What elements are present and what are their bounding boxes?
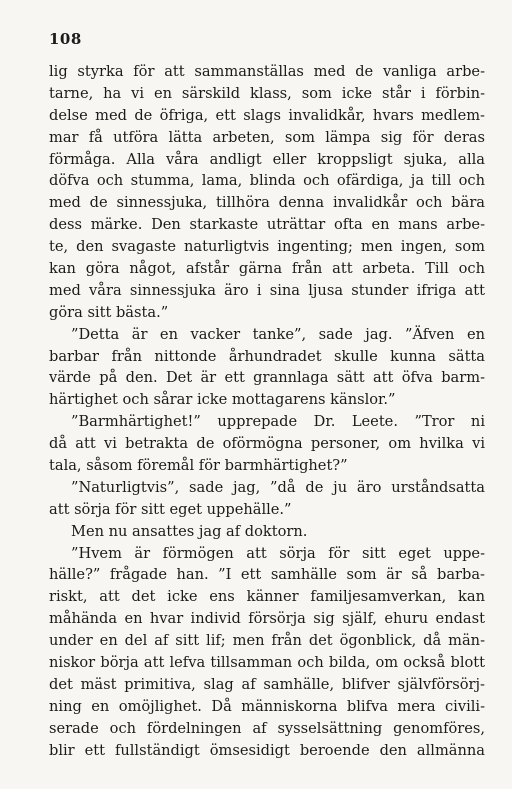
text-line: att sörja för sitt eget uppehälle.” [49, 500, 292, 518]
text-line: barbar från nittonde århundradet skulle kunna sätta [49, 347, 485, 365]
text-line: måhända en hvar individ försörja sig själf, ehuru endast [49, 610, 485, 628]
text-line: lig styrka för att sammanställas med de vanliga arbe- [49, 63, 485, 80]
text-line: niskor börja att lefva tillsamman och bilda, om också blott [49, 654, 485, 672]
text-line: med våra sinnessjuka äro i sina ljusa stunder ifriga att [49, 281, 485, 299]
text-line: det mäst primitiva, slag af samhälle, blifver självförsörj- [49, 675, 485, 693]
text-line: serade och fördelningen af sysselsättning genomföres, [49, 719, 485, 737]
text-line: tarne, ha vi en särskild klass, som icke står i förbin- [49, 84, 485, 102]
text-line: göra sitt bästa.” [49, 303, 169, 321]
text-line: då att vi betrakta de oförmögna personer, om hvilka vi [49, 435, 485, 453]
body-text [49, 61, 485, 762]
text-line: ”Hvem är förmögen att sörja för sitt eget uppe- [71, 544, 485, 562]
text-line: med de sinnessjuka, tillhöra denna invalidkår och bära [49, 194, 485, 212]
text-line: hälle?” frågade han. ”I ett samhälle som är så barba- [49, 566, 485, 584]
text-line: ”Detta är en vacker tanke”, sade jag. ”Äfven en [71, 325, 485, 343]
text-line: ”Barmhärtighet!” upprepade Dr. Leete. ”Tror ni [71, 413, 485, 431]
text-line: härtighet och sårar icke mottagarens känslor.” [49, 391, 396, 409]
text-line: dess märke. Den starkaste uträttar ofta en mans arbe- [49, 216, 485, 234]
text-line: mar få utföra lätta arbeten, som lämpa sig för deras [49, 128, 485, 146]
text-line: tala, såsom föremål för barmhärtighet?” [49, 457, 348, 475]
text-line: delse med de öfriga, ett slags invalidkår, hvars medlem- [49, 106, 485, 124]
text-line: blir ett fullständigt ömsesidigt beroende den allmänna [49, 741, 485, 759]
text-line: ”Naturligtvis”, sade jag, ”då de ju äro urståndsatta [71, 478, 485, 496]
text-line: te, den svagaste naturligtvis ingenting; men ingen, som [49, 238, 485, 256]
page-number: 108 [49, 30, 82, 48]
text-line: ning en omöjlighet. Då människorna blifva mera civili- [49, 697, 485, 715]
text-line: förmåga. Alla våra andligt eller kroppsligt sjuka, alla [49, 150, 485, 168]
text-line: värde på den. Det är ett grannlaga sätt att öfva barm- [49, 369, 485, 387]
text-line: riskt, att det icke ens känner familjesamverkan, kan [49, 588, 485, 606]
text-line: döfva och stumma, lama, blinda och ofärdiga, ja till och [49, 172, 485, 190]
text-line: under en del af sitt lif; men från det ögonblick, då män- [49, 632, 485, 650]
text-line: kan göra något, afstår gärna från att arbeta. Till och [49, 260, 485, 278]
text-line: Men nu ansattes jag af doktorn. [71, 522, 308, 540]
